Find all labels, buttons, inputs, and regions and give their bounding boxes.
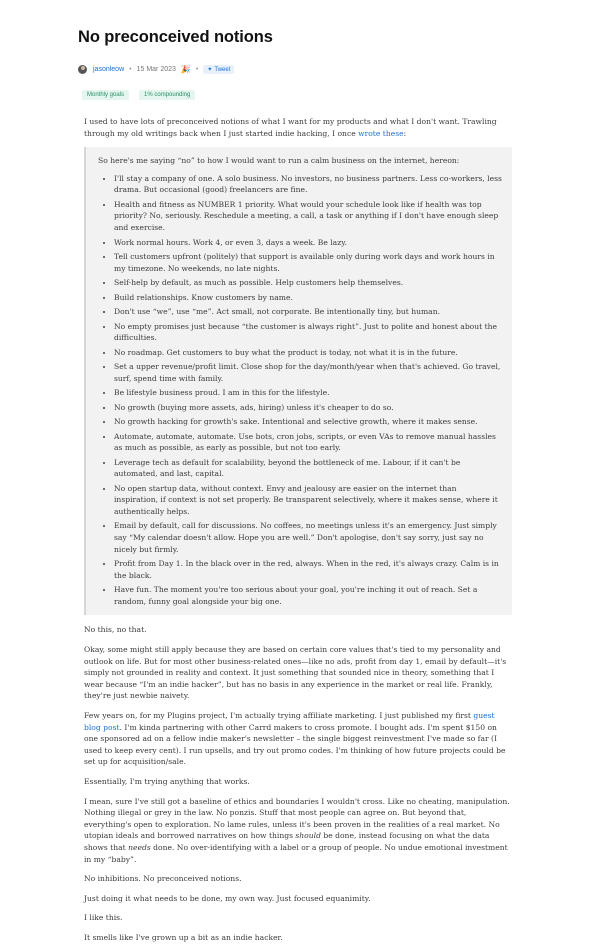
- list-item: • No roadmap. Get customers to buy what the product is today, not what it is in the future.: [114, 347, 502, 359]
- blockquote: [84, 147, 512, 615]
- paragraph: It smells like I've grown up a bit as an indie hacker.: [84, 932, 283, 942]
- list-item: • No open startup data, without context. Envy and jealousy are easier on the internet than inspiration, if context is not set properly. Be transparent selectively, where it makes sense, where it authentically helps.: [114, 483, 502, 518]
- list-item: • Automate, automate, automate. Use bots, cron jobs, scripts, or even VAs to remove manual hassles as much as possible, as early as possible, but not too early.: [114, 431, 502, 454]
- wrote-these-link[interactable]: wrote these: [358, 128, 404, 138]
- twitter-bird-icon: ✦: [207, 67, 213, 73]
- paragraph: Okay, some might still apply because they are based on certain core values that's tied to my personality and outlook on life. But for most other business-related ones—like no ads, profit from day 1, email by default—it's simply not grounded in reality and context. It just something that sounded nice in theory, something that I wear because “I'm an indie hacker”, but has no basis in any experience in the market or real life. Frankly, they're just newbie naivety.: [84, 645, 507, 701]
- tag-list: [82, 90, 195, 100]
- list-item: • Tell customers upfront (politely) that support is available only during work days and work hours in my timezone. No weekends, no late nights.: [114, 251, 502, 274]
- post-content: [84, 116, 512, 951]
- list-item: • Build relationships. Know customers by name.: [114, 292, 502, 304]
- list-item: • Email by default, call for discussions. No coffees, no meetings unless it's an emergency. Just simply say “My calendar doesn't allow. Hope you are well.” Don't apologise, don't say sorry, just say no nicely but firmly.: [114, 520, 502, 555]
- paragraph: No this, no that.: [84, 625, 147, 635]
- guest-blog-post-link[interactable]: guest blog post: [84, 710, 495, 732]
- list-item: • No growth hacking for growth's sake. Intentional and selective growth, where it makes sense.: [114, 416, 502, 428]
- list-item: • No growth (buying more assets, ads, hiring) unless it's cheaper to do so.: [114, 402, 502, 414]
- list-item: • Self-help by default, as much as possible. Help customers help themselves.: [114, 277, 502, 289]
- post-date: 15 Mar 2023: [136, 66, 176, 73]
- list-item: • Have fun. The moment you're too serious about your goal, you're inching it out of reach. Set a random, funny goal alongside your big one.: [114, 584, 502, 607]
- tweet-label: Tweet: [214, 66, 231, 73]
- intro-paragraph: I used to have lots of preconceived notions of what I want for my products and what I don't want. Trawling through my old writings back when I just started indie hacking, I once wrote these:: [84, 117, 497, 138]
- separator-dot: •: [195, 66, 199, 73]
- list-item: • Don't use “we”, use “me”. Act small, not corporate. Be intentionally tiny, but human.: [114, 306, 502, 318]
- list-item: • Health and fitness as NUMBER 1 priority. What would your schedule look like if health was top priority? No, seriously. Reschedule a meeting, a call, a task or anything if I don't have enough sleep and exercise.: [114, 199, 502, 234]
- list-item: • Work normal hours. Work 4, or even 3, days a week. Be lazy.: [114, 237, 502, 249]
- party-popper-icon: 🎉: [180, 65, 191, 74]
- paragraph: I mean, sure I've still got a baseline of ethics and boundaries I wouldn't cross. Like no cheating, manipulation. Nothing illegal or grey in the law. No ponzis. Stuff that most people can agree on. But beyond that, everything's open to exploration. No lame rules, unless it's been proven in the realities of a real market. No utopian ideals and borrowed narratives on how things should be done, instead focusing on what the data shows that needs done. No over-identifying with a label or a group of people. No undue emotional investment in my “baby”.: [84, 796, 510, 864]
- paragraph: Essentially, I'm trying anything that works.: [84, 776, 250, 786]
- paragraph: Few years on, for my Plugins project, I'm actually trying affiliate marketing. I just published my first guest blog post. I'm kinda partnering with other Carrd makers to cross promote. I bought ads. I'm spent $150 on one sponsored ad on a fellow indie maker's newsletter – the single biggest reinvestment I've made so far (I used to keep every cent). I run upsells, and try out promo codes. I'm thinking of how future projects could be set up for acquisition/sale.: [84, 710, 506, 767]
- separator-dot: •: [129, 66, 132, 73]
- list-item: • Be lifestyle business proud. I am in this for the lifestyle.: [114, 387, 502, 399]
- paragraph: No inhibitions. No preconceived notions.: [84, 874, 242, 884]
- tag-compounding[interactable]: 1% compounding: [139, 90, 195, 100]
- post-title: No preconceived notions: [78, 28, 273, 46]
- rules-list: [98, 173, 502, 608]
- post-meta: [78, 65, 234, 74]
- list-item: • No empty promises just because “the customer is always right”. Just to polite and honest about the difficulties.: [114, 321, 502, 344]
- tag-monthly-goals[interactable]: Monthly goals: [82, 90, 129, 100]
- author-link[interactable]: jasonleow: [93, 66, 125, 73]
- tweet-button[interactable]: [203, 65, 234, 74]
- avatar[interactable]: [78, 65, 87, 74]
- list-item: • Leverage tech as default for scalability, beyond the bottleneck of me. Labour, if it can't be automated, and last, capital.: [114, 457, 502, 480]
- quote-lead: So here's me saying “no” to how I would want to run a calm business on the internet, hereon:: [98, 156, 460, 166]
- list-item: • I'll stay a company of one. A solo business. No investors, no business partners. Less co-workers, less drama. But occasional (good) freelancers are fine.: [114, 173, 502, 196]
- list-item: • Set a upper revenue/profit limit. Close shop for the day/month/year when that's achieved. Go travel, surf, spend time with family.: [114, 361, 502, 384]
- paragraph: Just doing it what needs to be done, my own way. Just focused equanimity.: [84, 893, 371, 903]
- paragraph: I like this.: [84, 913, 123, 923]
- list-item: • Profit from Day 1. In the black over in the red, always. When in the red, it's always crazy. Calm is in the black.: [114, 558, 502, 581]
